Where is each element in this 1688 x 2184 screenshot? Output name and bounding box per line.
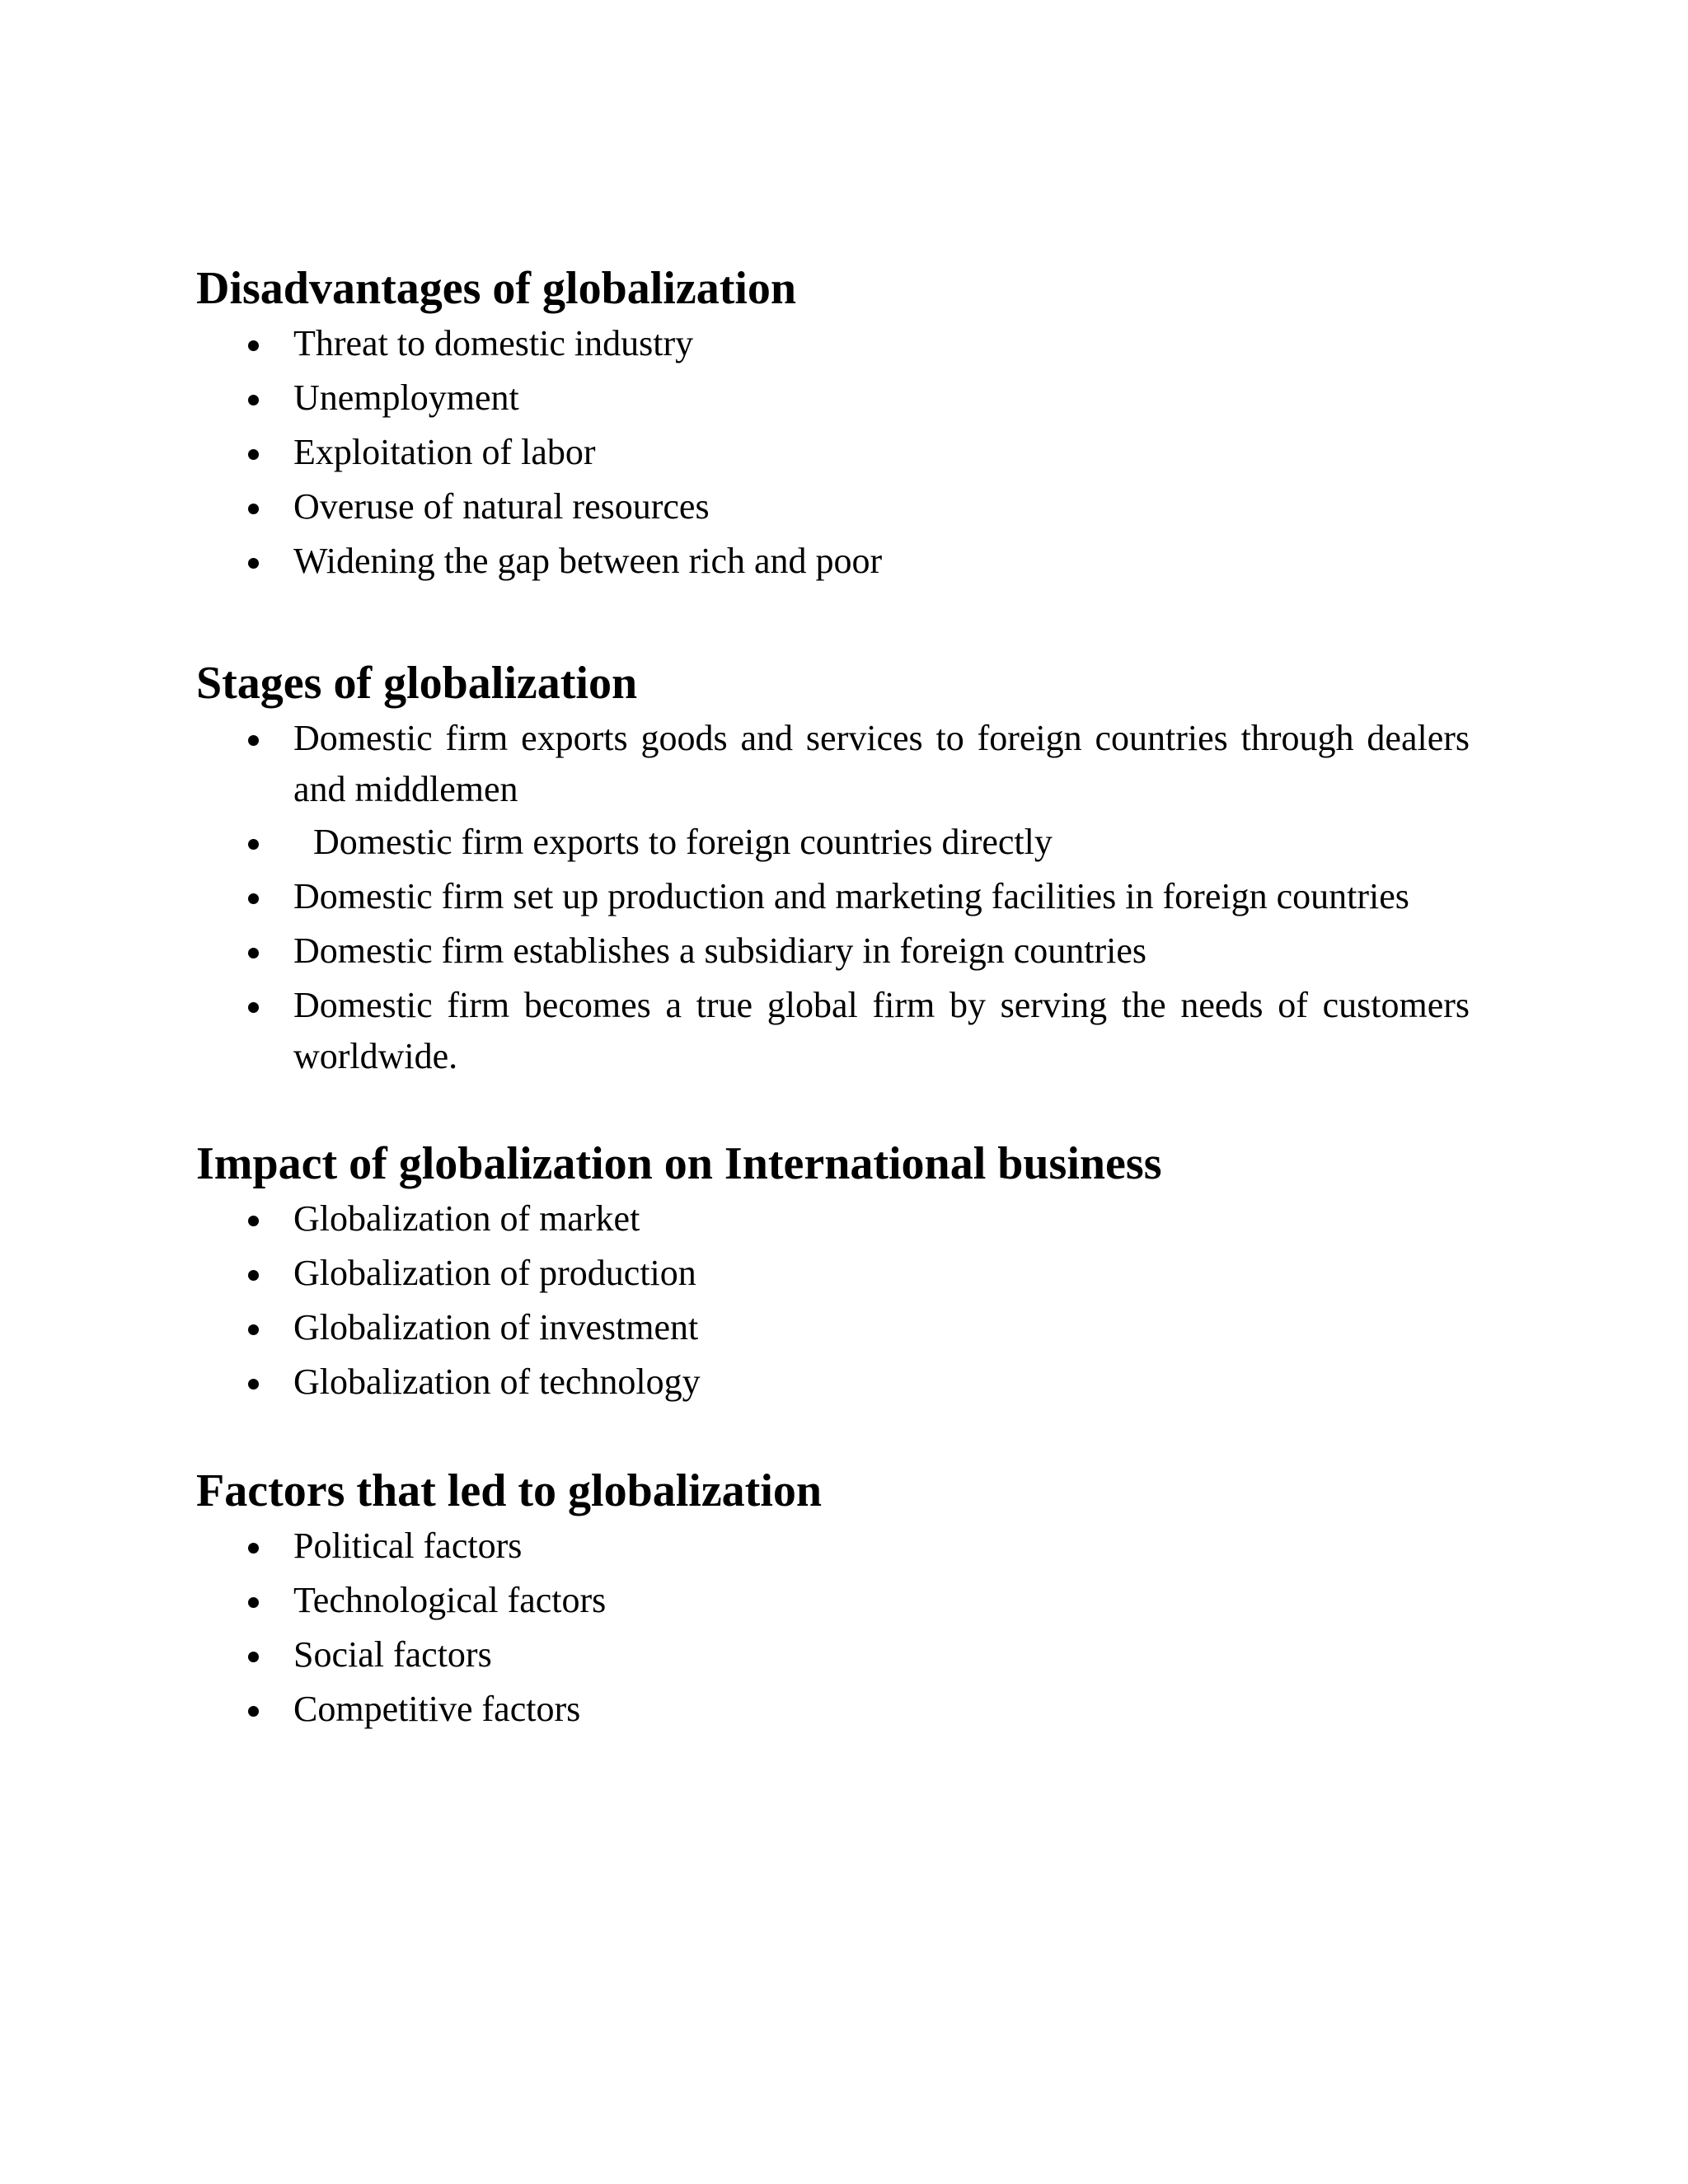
bullet-icon	[248, 1270, 259, 1281]
list-item: Domestic firm becomes a true global firm by serving the needs of customers worldwide.	[196, 980, 1470, 1082]
bullet-icon	[248, 1597, 259, 1608]
section-factors	[196, 1461, 1470, 1738]
bullet-icon	[248, 1706, 259, 1717]
bullet-icon	[248, 735, 259, 746]
bullet-icon	[248, 449, 259, 460]
list-item: Globalization of production	[196, 1248, 1470, 1301]
bullet-icon	[248, 340, 259, 351]
bullet-icon	[248, 1216, 259, 1226]
list-item: Threat to domestic industry	[196, 318, 1470, 371]
list-item: Widening the gap between rich and poor	[196, 536, 1470, 588]
bullet-icon	[248, 1379, 259, 1390]
bullet-icon	[248, 948, 259, 958]
bullet-icon	[248, 1543, 259, 1554]
section-heading: Stages of globalization	[196, 658, 638, 709]
bullet-icon	[248, 893, 259, 904]
bullet-icon	[248, 1002, 259, 1013]
list-item: Competitive factors	[196, 1684, 1470, 1736]
bullet-icon	[248, 395, 259, 405]
list-item: Domestic firm exports goods and services to foreign countries through dealers and middlemen	[196, 713, 1470, 815]
section-disadvantages	[196, 259, 1470, 590]
bullet-icon	[248, 558, 259, 569]
section-heading: Factors that led to globalization	[196, 1465, 823, 1516]
bullet-list	[196, 1193, 1470, 1409]
list-item: Globalization of market	[196, 1193, 1470, 1246]
list-item: Unemployment	[196, 373, 1470, 425]
bullet-icon	[248, 504, 259, 514]
bullet-list	[196, 318, 1470, 588]
section-stages	[196, 654, 1470, 1084]
bullet-icon	[248, 1652, 259, 1662]
list-item: Social factors	[196, 1629, 1470, 1682]
list-item: Globalization of investment	[196, 1302, 1470, 1355]
section-heading: Disadvantages of globalization	[196, 263, 797, 314]
list-item: Domestic firm set up production and marketing facilities in foreign countries	[196, 871, 1470, 924]
bullet-list	[196, 713, 1470, 1082]
section-heading: Impact of globalization on International business	[196, 1138, 1162, 1189]
list-item: Domestic firm exports to foreign countries directly	[196, 817, 1470, 869]
list-item: Exploitation of labor	[196, 427, 1470, 480]
bullet-icon	[248, 839, 259, 850]
list-item: Domestic firm establishes a subsidiary in foreign countries	[196, 926, 1470, 978]
list-item: Globalization of technology	[196, 1357, 1470, 1409]
bullet-icon	[248, 1324, 259, 1335]
list-item: Technological factors	[196, 1575, 1470, 1628]
list-item: Overuse of natural resources	[196, 481, 1470, 534]
list-item: Political factors	[196, 1521, 1470, 1573]
section-impact	[196, 1134, 1470, 1411]
bullet-list	[196, 1521, 1470, 1736]
